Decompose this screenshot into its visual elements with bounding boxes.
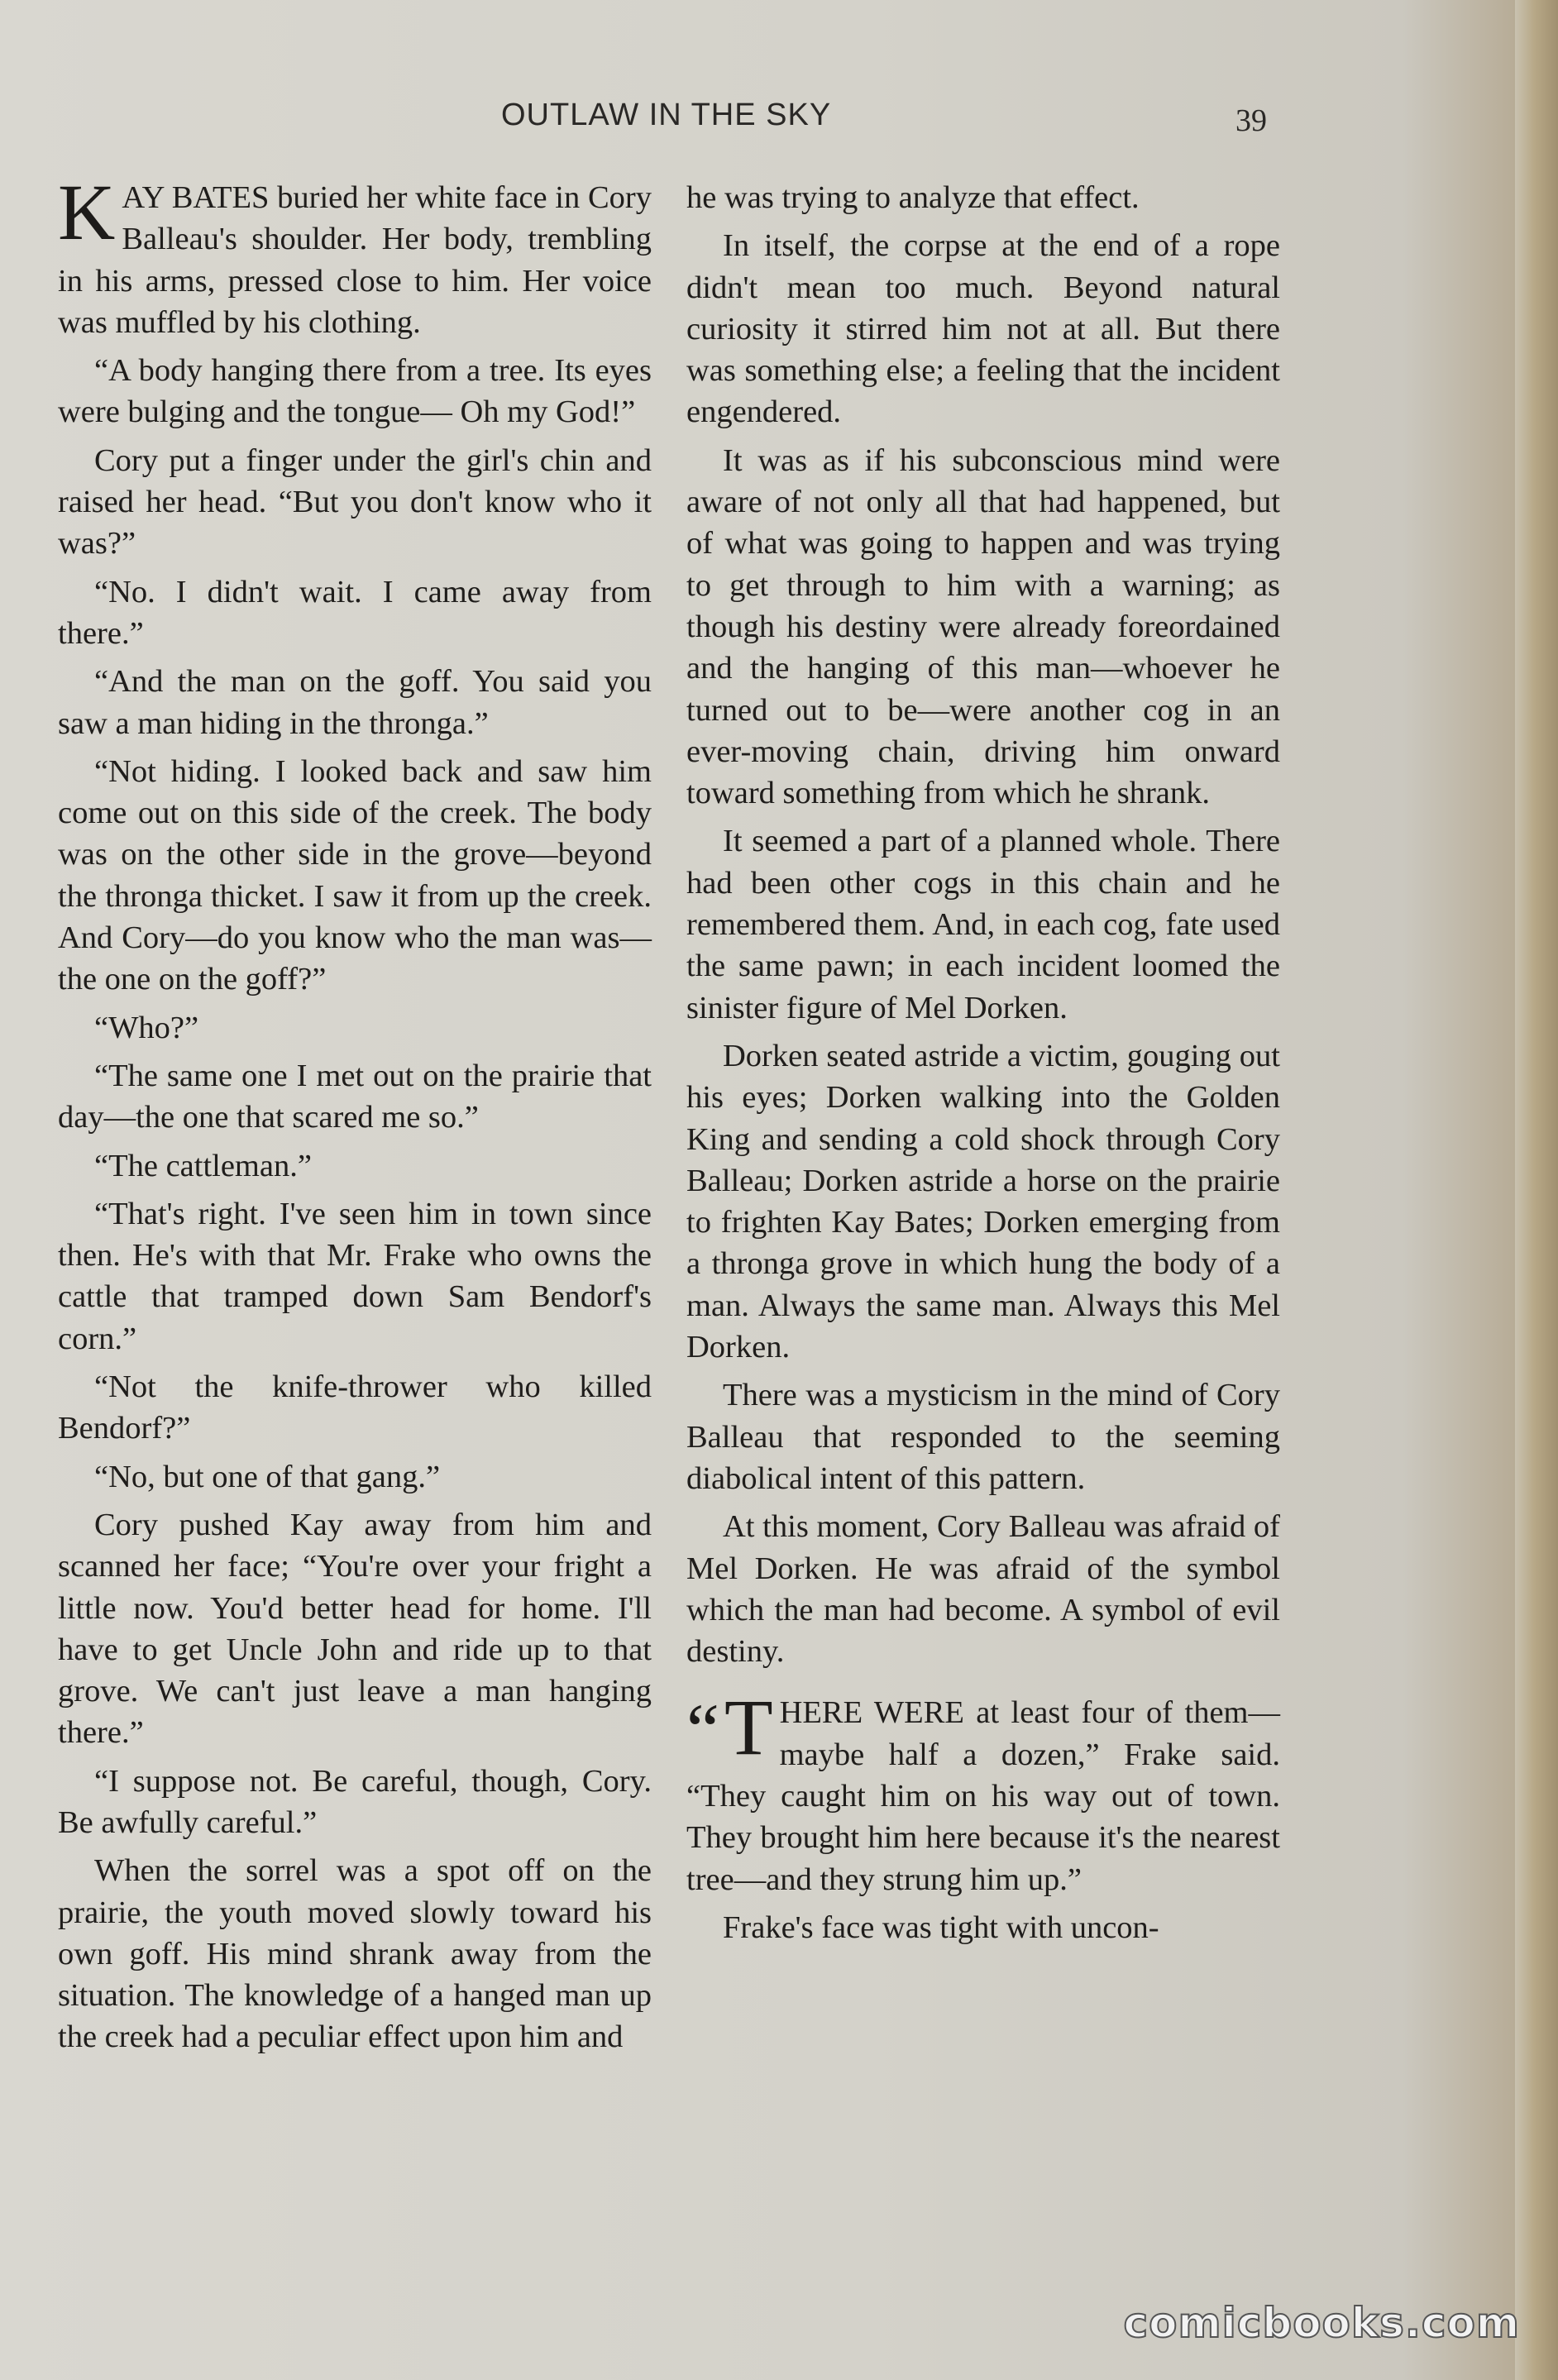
paragraph: “No, but one of that gang.” [94, 1459, 441, 1494]
page-number: 39 [1235, 103, 1267, 138]
right-column [686, 177, 1280, 1955]
paragraph: “No. I didn't wait. I came away from there.” [58, 574, 652, 651]
paragraph: “A body hanging there from a tree. Its eyes were bulging and the tongue— Oh my God!” [58, 353, 652, 430]
paragraph: Cory put a finger under the girl's chin and raised her head. “But you don't know who it was?” [58, 442, 652, 562]
paragraph: “Not the knife-thrower who killed Bendorf?” [58, 1369, 652, 1446]
paragraph: It seemed a part of a planned whole. There had been other cogs in this chain and he remembered them. And, in each cog, fate used the same pawn; in each incident loomed the sinister figure of Mel Dorken. [686, 824, 1280, 1025]
paragraph: In itself, the corpse at the end of a rope didn't mean too much. Beyond natural curiosity it stirred him not at all. But there was something else; a feeling that the incident engendered. [686, 228, 1280, 430]
paragraph: “Not hiding. I looked back and saw him come out on this side of the creek. The body was on the other side in the grove—beyond the thronga thicket. I saw it from up the creek. And Cory—do you know who the man was—the one on the goff?” [58, 753, 652, 997]
paragraph: Cory pushed Kay away from him and scanned her face; “You're over your fright a little now. You'd better head for home. I'll have to get Uncle John and ride up to that grove. We can't just leave a man hanging there.” [58, 1507, 652, 1751]
section-opening-paragraph [686, 1683, 1280, 1900]
paragraph: There was a mysticism in the mind of Cory Balleau that responded to the seeming diabolical intent of this pattern. [686, 1378, 1280, 1496]
paragraph: “The cattleman.” [94, 1148, 312, 1183]
paragraph: Frake's face was tight with uncon- [723, 1909, 1159, 1945]
paragraph: “Who?” [94, 1010, 199, 1045]
paragraph: Dorken seated astride a victim, gouging out his eyes; Dorken walking into the Golden King and sending a cold shock through Cory Balleau; Dorken astride a horse on the prairie to frighten Kay Bates; Dorken emerging from a thronga grove in which hung the body of a man. Always the same man. Always this Mel Dorken. [686, 1038, 1280, 1365]
drop-cap: K [58, 168, 116, 256]
section-drop-quote: “ [686, 1689, 719, 1772]
paragraph: When the sorrel was a spot off on the prairie, the youth moved slowly toward his own goff. His mind shrank away from the situation. The knowledge of a hanged man up the creek had a peculiar effect upon him and [58, 1853, 652, 2055]
opening-paragraph [58, 168, 652, 343]
left-column [58, 168, 652, 2065]
paragraph: “I suppose not. Be careful, though, Cory. Be awfully careful.” [58, 1763, 652, 1840]
page-spine-edge [1515, 0, 1558, 2380]
paragraph: “And the man on the goff. You said you saw a man hiding in the thronga.” [58, 664, 652, 741]
paragraph: At this moment, Cory Balleau was afraid of Mel Dorken. He was afraid of the symbol which the man had become. A symbol of evil destiny. [686, 1509, 1280, 1670]
continued-paragraph: he was trying to analyze that effect. [686, 180, 1140, 215]
section-opening-text: HERE WERE at least four of them—maybe half a dozen,” Frake said. “They caught him on his way out of town. They brought him here because it's the nearest tree—and they strung him up.” [686, 1695, 1280, 1897]
watermark-logo: comicbooks.com [1123, 2299, 1520, 2347]
section-drop-cap: T [724, 1683, 773, 1772]
paragraph: “The same one I met out on the prairie that day—the one that scared me so.” [58, 1058, 652, 1135]
paragraph: “That's right. I've seen him in town since then. He's with that Mr. Frake who owns the cattle that tramped down Sam Bendorf's corn.” [58, 1196, 652, 1356]
running-head: OUTLAW IN THE SKY [501, 98, 832, 132]
paragraph: It was as if his subconscious mind were aware of not only all that had happened, but of what was going to happen and was trying to get through to him with a warning; as though his destiny were already foreordained and the hanging of this man—whoever he turned out to be—were another cog in an ever-moving chain, driving him onward toward something from which he shrank. [686, 442, 1280, 811]
opening-text: AY BATES buried her white face in Cory Balleau's shoulder. Her body, trembling in his arms, pressed close to him. Her voice was muffled by his clothing. [58, 180, 652, 340]
